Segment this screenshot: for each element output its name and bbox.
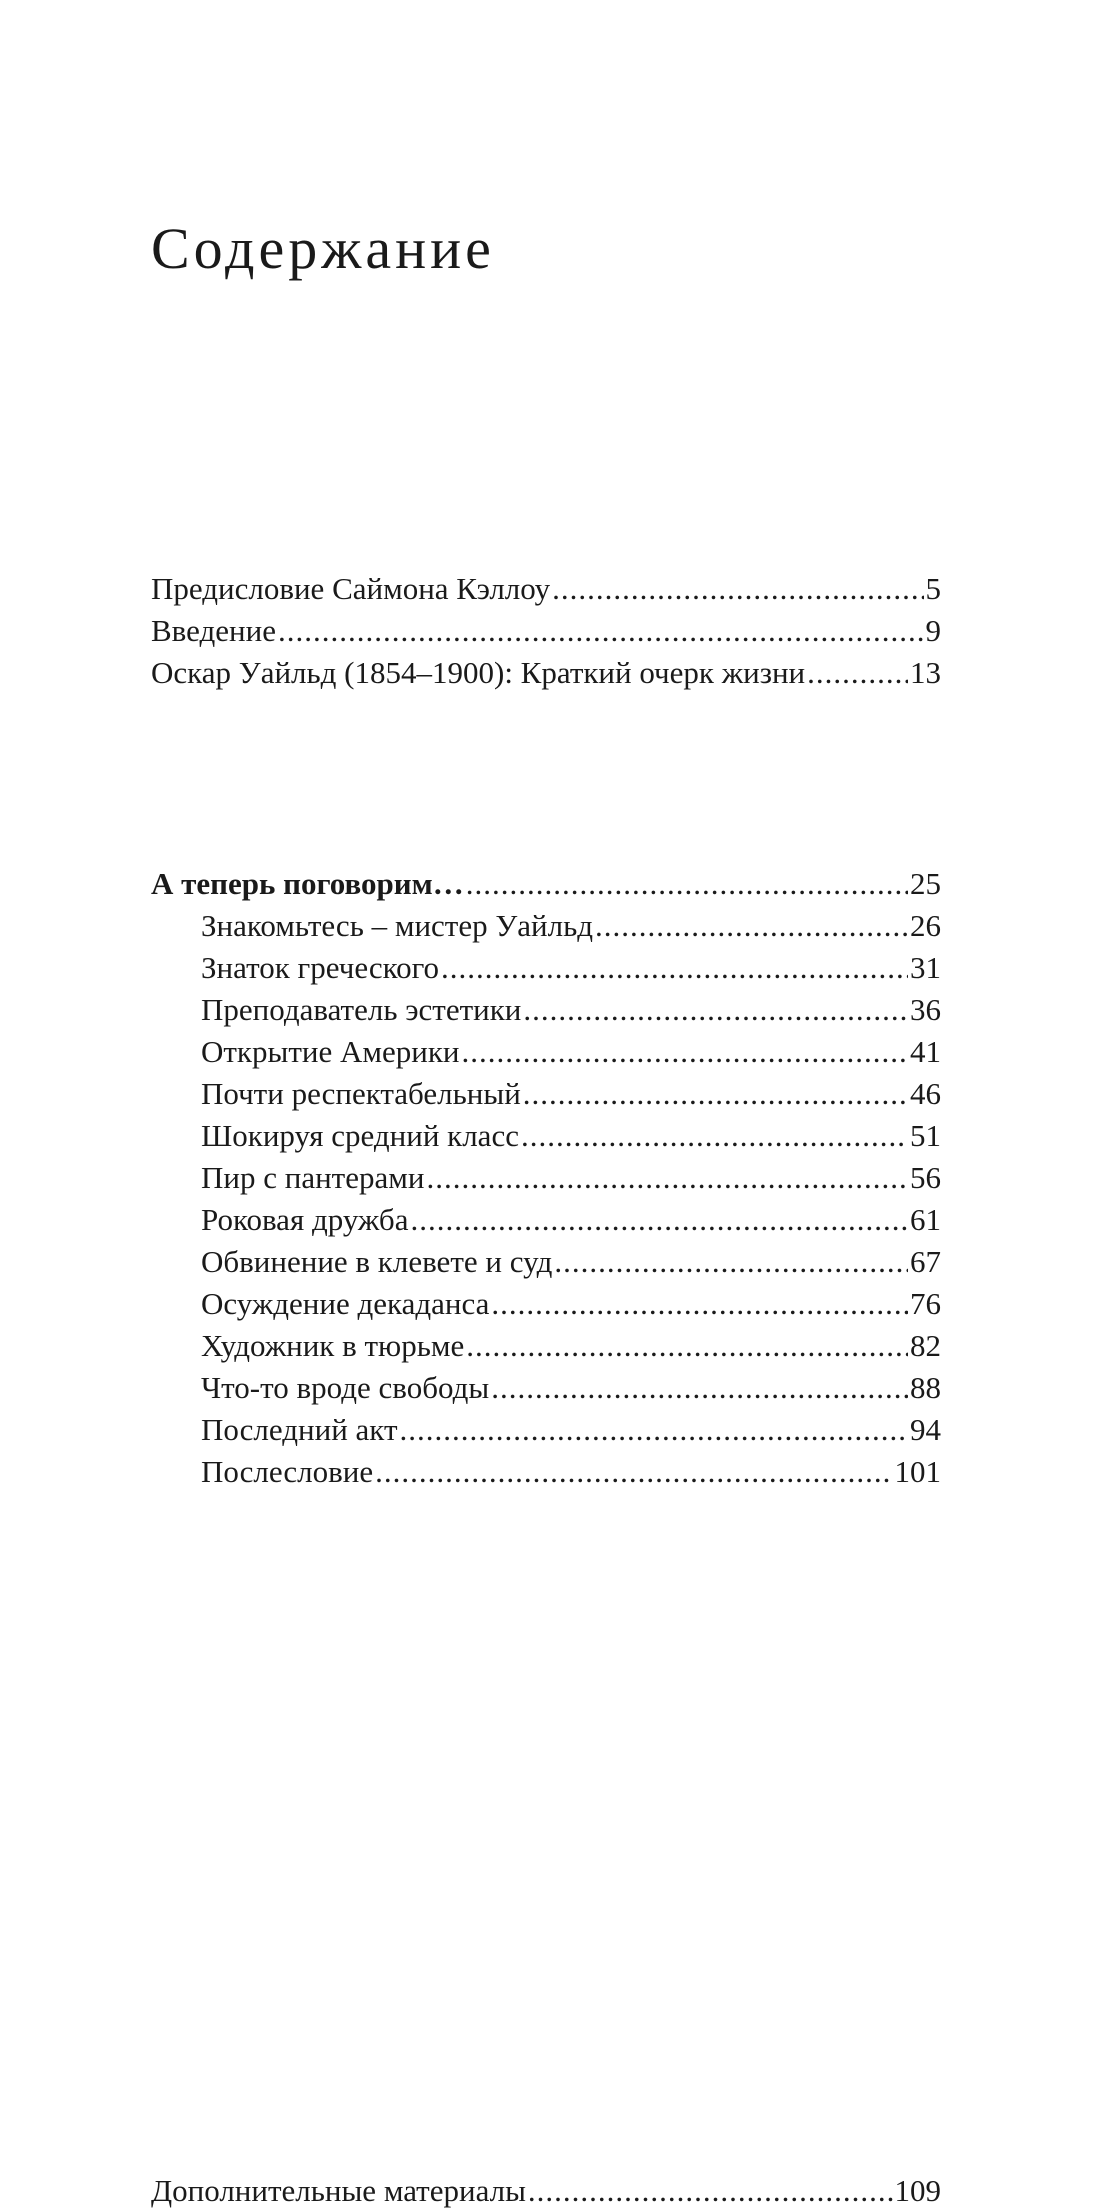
toc-entry-title: Последний акт [201,1412,398,1447]
toc-chapter-entry[interactable] [151,1199,941,1241]
toc-entry-title: Обвинение в клевете и суд [201,1244,553,1279]
toc-chapter-entry[interactable] [151,947,941,989]
toc-chapter-entry[interactable] [151,905,941,947]
toc-chapter-entry[interactable] [151,1409,941,1451]
toc-page-number: 36 [910,992,941,1027]
toc-entry-title: Предисловие Саймона Кэллоу [151,571,551,606]
toc-chapter-entry[interactable] [151,1283,941,1325]
dot-leader [400,1409,909,1451]
toc-page-number: 88 [910,1370,941,1405]
toc-entry-title: Оскар Уайльд (1854–1900): Краткий очерк жизни [151,655,806,690]
dot-leader [426,1157,908,1199]
toc-back-matter [151,2170,941,2212]
toc-front-matter [151,568,941,694]
toc-page-number: 67 [910,1244,941,1279]
toc-page-number: 46 [910,1076,941,1111]
toc-chapter-entry[interactable] [151,1073,941,1115]
toc-entry-biography[interactable] [151,652,941,694]
toc-chapter-entry[interactable] [151,1325,941,1367]
toc-page-number: 82 [910,1328,941,1363]
toc-page-number: 13 [910,655,941,690]
dot-leader [491,1283,908,1325]
dot-leader [595,905,908,947]
toc-entry-title: Роковая дружба [201,1202,409,1237]
toc-entry-title: Знакомьтесь – мистер Уайльд [201,908,594,943]
toc-chapter-entry[interactable] [151,1241,941,1283]
toc-entry-additional-materials[interactable] [151,2170,941,2212]
toc-entry-title: Преподаватель эстетики [201,992,522,1027]
dot-leader [528,2170,893,2212]
page-title: Содержание [151,216,495,281]
toc-page-number: 101 [894,1454,941,1489]
dot-leader [491,1367,908,1409]
toc-entry-title: Художник в тюрьме [201,1328,465,1363]
toc-chapter-entry[interactable] [151,1115,941,1157]
dot-leader [466,863,908,905]
toc-entry-title: Шокируя средний класс [201,1118,519,1153]
toc-chapter-entry[interactable] [151,1157,941,1199]
toc-entry-title: Послесловие [201,1454,374,1489]
dot-leader [375,1451,892,1493]
dot-leader [523,989,908,1031]
toc-page-number: 56 [910,1160,941,1195]
dot-leader [410,1199,908,1241]
dot-leader [807,652,908,694]
toc-page-number: 61 [910,1202,941,1237]
dot-leader [278,610,924,652]
toc-page-number: 41 [910,1034,941,1069]
toc-entry-preface[interactable] [151,568,941,610]
dot-leader [466,1325,908,1367]
toc-page-number: 25 [910,866,941,901]
toc-entry-title: Что-то вроде свободы [201,1370,490,1405]
dot-leader [554,1241,908,1283]
toc-chapter-entry[interactable] [151,1031,941,1073]
dot-leader [521,1115,908,1157]
dot-leader [552,568,923,610]
toc-chapter-entry[interactable] [151,1367,941,1409]
toc-entry-title: Осуждение декаданса [201,1286,490,1321]
toc-entry-title: Открытие Америки [201,1034,460,1069]
toc-entry-title: Знаток греческого [201,950,440,985]
toc-entry-introduction[interactable] [151,610,941,652]
toc-section-heading[interactable] [151,863,941,905]
toc-page-number: 76 [910,1286,941,1321]
toc-page-number: 9 [925,613,941,648]
toc-entry-title: Пир с пантерами [201,1160,425,1195]
toc-page-number: 31 [910,950,941,985]
toc-page-number: 51 [910,1118,941,1153]
toc-page-number: 5 [925,571,941,606]
toc-main-section [151,863,941,1493]
toc-entry-title: Дополнительные материалы [151,2173,526,2208]
dot-leader [523,1073,908,1115]
toc-entry-title: Введение [151,613,276,648]
dot-leader [441,947,908,989]
toc-page-number: 94 [910,1412,941,1447]
toc-entry-title: Почти респектабельный [201,1076,521,1111]
dot-leader [461,1031,908,1073]
toc-page-number: 109 [894,2173,941,2208]
toc-page-number: 26 [910,908,941,943]
toc-chapter-entry[interactable] [151,1451,941,1493]
toc-chapter-entry[interactable] [151,989,941,1031]
toc-entry-title: А теперь поговорим… [151,866,464,901]
